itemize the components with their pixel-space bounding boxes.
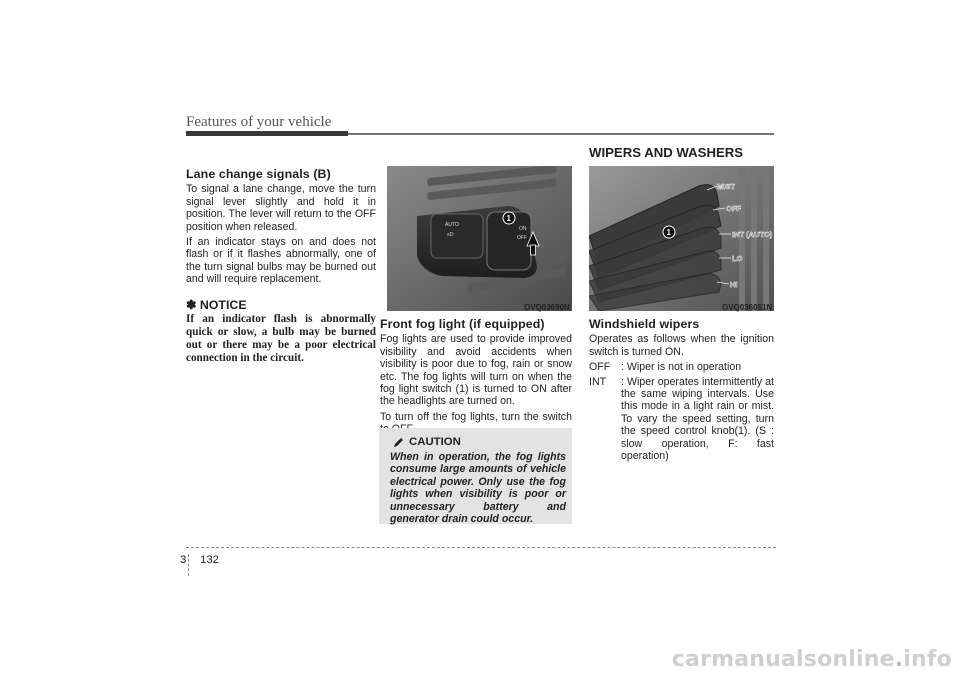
def-key-int: INT	[589, 375, 607, 388]
wiper-label-off: OFF	[726, 204, 741, 213]
def-value-int: : Wiper operates intermittently at the same wiping intervals. Use this mode in a light rain or mist. To vary the speed setting, turn the speed control knob(1). (S : slow operation, F: fast operation)	[621, 375, 774, 463]
footer-divider	[188, 554, 189, 576]
footer-section-number: 3	[180, 554, 187, 566]
windshield-wipers-heading: Windshield wipers	[589, 317, 700, 331]
fog-photo-callout-1: 1	[506, 214, 511, 223]
svg-text:OFF	[726, 204, 741, 213]
def-row-off	[589, 361, 774, 373]
middle-column	[380, 318, 572, 439]
wiper-label-lo: LO	[732, 254, 743, 263]
lane-change-heading: Lane change signals (B)	[186, 167, 331, 181]
notice-title: ✽ NOTICE	[186, 297, 247, 312]
wiper-label-hi: HI	[730, 280, 738, 289]
lane-change-paragraph-1: To signal a lane change, move the turn signal lever slightly and hold it in position. The lever will return to the OFF position when released.	[186, 183, 376, 233]
footer-rule	[186, 547, 776, 548]
watermark-dot: .	[894, 647, 904, 672]
left-column	[186, 168, 376, 365]
watermark-suffix: info	[903, 647, 952, 672]
wiper-label-mist: MIST	[717, 182, 735, 191]
wiper-switch-photo	[589, 166, 774, 311]
right-column	[589, 318, 774, 464]
fog-photo-label-auto: AUTO	[445, 222, 459, 228]
caution-title: CAUTION	[409, 436, 461, 448]
caution-box	[379, 428, 572, 524]
svg-text:LO	[732, 254, 743, 263]
svg-text:AUTO	[445, 222, 459, 228]
def-value-off: : Wiper is not in operation	[621, 361, 742, 374]
svg-text:HI	[730, 280, 738, 289]
notice-body: If an indicator flash is abnormally quick or slow, a bulb may be burned out or there may be a poor electrical connection in the circuit.	[186, 313, 376, 365]
def-key-off: OFF	[589, 361, 611, 374]
fog-light-paragraph-2: To turn off the fog lights, turn the switch	[380, 410, 572, 423]
footer-page-number: 132	[200, 554, 220, 566]
def-row-int	[589, 376, 774, 463]
svg-text:1	[507, 214, 512, 223]
header-rule-dark	[186, 131, 348, 136]
watermark-prefix: carmanualsonline	[671, 647, 895, 672]
svg-text:1	[667, 228, 672, 237]
wiper-label-int: INT (AUTO)	[732, 230, 773, 239]
wipers-intro: Operates as follows when the ignition switch is turned ON.	[589, 333, 774, 358]
wiper-switch-illustration	[589, 166, 774, 311]
header-rule-light	[348, 133, 774, 135]
wipers-section-title: WIPERS AND WASHERS	[589, 145, 744, 160]
fog-light-switch-photo	[387, 166, 572, 311]
svg-text:ON	[519, 226, 527, 232]
fog-light-switch-illustration	[387, 166, 572, 311]
fog-light-paragraph-1: Fog lights are used to provide improved visibility and avoid accidents when visibility is poor due to fog, rain or snow etc. The fog lights will turn on when the fog light switch (1) is turned to ON after the headlights are turned on.	[380, 333, 572, 408]
fog-light-heading: Front fog light (if equipped)	[380, 317, 545, 331]
svg-text:OFF	[517, 235, 527, 241]
svg-text:INT (AUTO)	[732, 230, 773, 239]
fog-photo-label-off: OFF	[517, 235, 527, 241]
svg-text:≡D: ≡D	[447, 232, 454, 238]
watermark	[672, 647, 952, 672]
wiper-photo-callout-1: 1	[666, 228, 671, 237]
wiper-photo-caption: OVQ036051N	[722, 303, 773, 312]
caution-pencil-icon	[393, 436, 405, 448]
fog-photo-label-on: ON	[519, 226, 527, 232]
caution-header	[393, 436, 461, 448]
svg-text:MIST	[717, 182, 735, 191]
caution-body: When in operation, the fog lights consume large amounts of vehicle electrical power. Only use the fog lights when visibility is poor or unnecessary battery and generator drain could occur.	[390, 451, 566, 526]
page-header-title: Features of your vehicle	[186, 114, 332, 130]
fog-photo-caption: OVQ03690N	[524, 303, 570, 312]
lane-change-paragraph-2: If an indicator stays on and does not flash or if it flashes abnormally, one of the turn signal bulbs may be burned out and will require replacement.	[186, 236, 376, 286]
